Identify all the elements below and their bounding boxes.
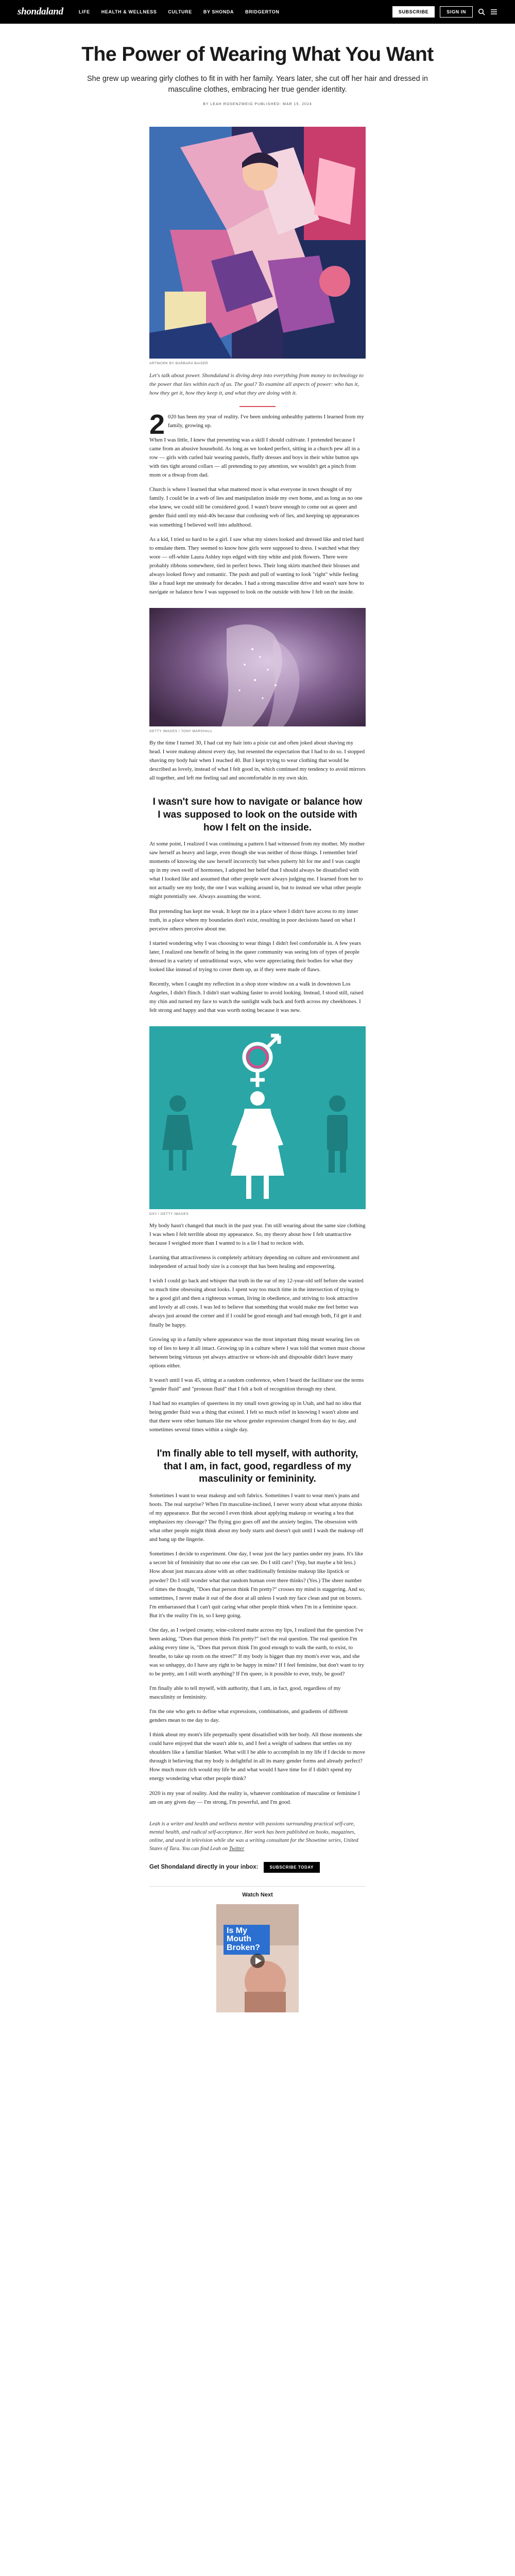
nav-link-culture[interactable]: CULTURE — [168, 9, 192, 14]
site-logo[interactable]: shondaland — [18, 6, 63, 17]
article-paragraph: It wasn't until I was 45, sitting at a random conference, when I heard the facilitator use the terms "gender fluid" and "pronoun fluid" that I felt a bolt of recognition through my chest. — [149, 1377, 364, 1392]
newsletter-signup — [149, 1862, 366, 1873]
article-paragraph: Recently, when I caught my reflection in a shop store window on a walk in downtown Los Angeles, I didn't flinch. I didn't start walking faster to avoid looking. Instead, I stood still, raised my chin and turned my face to watch the sunlight walk back and forth across my cheekbones. I felt strong and happy and that was worth noting because it was new. — [149, 980, 364, 1013]
video-title-overlay: Is My Mouth Broken? — [224, 1925, 270, 1955]
hero-illustration — [149, 127, 366, 359]
article-paragraph: When I was little, I knew that presenting was a skill I should cultivate. I pretended because I came from an abusive household. As long as we looked perfect, sitting in a church pew all in a row — girls with curled hair wearing pastels, fluffy dresses and boys in their white button ups with ties tight around collars — all pretending to pay attention, we wouldn't get a pinch from mom or a thwap from dad. — [149, 437, 360, 479]
article-paragraph: One day, as I swiped creamy, wine-colored matte across my lips, I realized that the question I've been asking, "Does that person think I'm pretty?" isn't the real question. The real question I'm asking every time is, "Does that person think I'm good enough to walk the earth, to exist, to breathe, to take up room on the street?" If my body is bigger than my mom's ever was, and she was so unhappy, do I have any right to be happy in mine? If I feel feminine, but don't want to try to be pretty, am I still worth anything? If I'm queer, is it possible to ever, truly, be good? — [149, 1626, 365, 1677]
nav-link-bridgerton[interactable]: BRIDGERTON — [245, 9, 280, 14]
figure-lace — [149, 608, 366, 733]
article-paragraph: My body hasn't changed that much in the past year. I'm still wearing about the same size clothing I was when I felt terrible about my appearance. So, my theory about how I felt unattractive because I weighed more than I wanted to is a lie I had to reckon with. — [149, 1223, 366, 1247]
newsletter-subscribe-button[interactable]: SUBSCRIBE TODAY — [264, 1862, 320, 1873]
lace-photo — [149, 608, 366, 726]
video-thumbnail[interactable] — [216, 1904, 299, 2012]
article-paragraph: Sometimes I want to wear makeup and soft fabrics. Sometimes I want to wear men's jeans and boots. The real surprise? When I'm masculine-inclined, I never worry about what anyone thinks of my appearance. But the second I even think about applying makeup or wearing a bra that emphasizes my cleavage? The flying goo goes off and the anxiety begins. The obsession with what other people might think about my body starts and doesn't quit until I wash the makeup off and bang up the lingerie. — [149, 1493, 364, 1543]
article-title: The Power of Wearing What You Want — [81, 43, 434, 65]
article-paragraph: I think about my mom's life perpetually spent dissatisfied with her body. All those moments she could have enjoyed that she wasn't able to, and I feel a weight of sadness that settles on my shoulders like a familiar blanket. What will I be able to accomplish in my life if I decide to move through it believing that my body is delightful in all its many gender forms and already perfect? How much more rich would my life be and what would I have time for if I didn't spend my energy wondering what other people think? — [149, 1732, 365, 1782]
play-icon[interactable] — [250, 1953, 265, 1969]
author-bio: Leah is a writer and health and wellness mentor with passions surrounding practical self-care, mental health, and radical self-acceptance. Her work has been published on books, magazines, online, and used in television while she was a writing consultant for the Showtime series, United States of Tara. You can find Leah on Twitter — [149, 1821, 358, 1852]
article-paragraph: 2020 is my year of reality. And the reality is, whatever combination of masculine or feminine I am on any given day — I'm strong, I'm powerful, and I'm good. — [149, 1790, 360, 1805]
article-paragraph: By the time I turned 30, I had cut my hair into a pixie cut and often joked about shaving my head. I wore makeup almost every day, but resented the expectation that I had to do so. I stopped shaving my body hair when I reached 40. But I kept trying to wear clothing that would be described as lovely, instead of what I felt good in, which continued my tendency to avoid mirrors all together, and left me feeling sad and uncomfortable in my own skin. — [149, 739, 366, 782]
article-paragraph: Church is where I learned that what mattered most is what everyone in town thought of my family. I could be in a web of lies and manipulation inside my own home, and as long as no one else knew, we could still be considered good. I wasn't brave enough to come out as queer and gender fluid until my mid-40s because that confusing web of lies, and keeping up appearances was something I believed well into adulthood. — [149, 486, 363, 528]
twitter-link[interactable]: Twitter — [229, 1846, 245, 1852]
menu-icon[interactable] — [490, 8, 497, 15]
nav-link-by-shonda[interactable]: BY SHONDA — [203, 9, 234, 14]
article-paragraph: I started wondering why I was choosing to wear things I didn't feel comfortable in. A few years later, I realized one benefit of being in the queer community was seeing lots of types of people dressed in a variety of untraditional ways, who were appreciating their bodies for what they looked like instead of trying to cover them up, as if they were made of flaws. — [149, 940, 361, 973]
article-dek: She grew up wearing girly clothes to fit in with her family. Years later, she cut off her hair and dressed in masculine clothes, embracing her true gender identity. — [87, 74, 428, 94]
article-paragraph: Learning that attractiveness is completely arbitrary depending on culture and environment and independent of actual body size is a concept that has been healing and empowering. — [149, 1255, 359, 1270]
search-icon[interactable] — [478, 8, 485, 15]
article-paragraph: 2 020 has been my year of reality. I've been undoing unhealthy patterns I learned from my family, growing up. — [149, 409, 364, 440]
article-paragraph: At some point, I realized I was continuing a pattern I had witnessed from my mother. My mother saw herself as heavy and large, even though she was neither of those things. I remember brief moments of knowing she saw herself incorrectly but when puberty hit for me and I was caught up in my own swell of hormones, I adopted her belief that I should always be dissatisfied with what I looked like and assumed that other people were always judging me. I learned from her to not actually see my body, the one I was walking around in, but to instead see what other people might potentially see. Always assuming the worst. — [149, 841, 365, 900]
signin-button[interactable]: SIGN IN — [440, 6, 473, 18]
power-series-intro: Let's talk about power. Shondaland is diving deep into everything from money to technology to the power that lies within each of us. The goal? To examine all aspects of power: who has it, how they get it, how they keep it, and what they are doing with it. — [149, 372, 364, 396]
watch-next-title: Watch Next — [242, 1891, 273, 1898]
page-bottom-spacer — [0, 2012, 515, 2033]
article-paragraph: Sometimes I decide to experiment. One day, I wear just the lacy panties under my jeans. It's like a secret bit of femininity that no one else can see. Do I still care? (Yep, but maybe a bit less.) How about just mascara alone with an other traditionally feminine makeup like lipstick or powder? Do I still wonder what that random human over there thinks? (Yes.) The sheer number of times the thought, "Does that person think I'm pretty?" crosses my mind is staggering. And so, sometimes, I never make it out of the door at all unless I wash my face clean and put on boxers. I'm embarrassed that I can't quit caring what other people think when I'm in a feminine space. But it's the reality I'm in, so I keep going. — [149, 1551, 365, 1619]
figure-caption: DSY / GETTY IMAGES — [149, 1212, 189, 1216]
article-paragraph: I had had no examples of queerness in my small town growing up in Utah, and had no idea that being gender fluid was a thing that existed. I felt so much relief in knowing I wasn't alone and that there were other humans like me whose gender expression changed from day to day, and sometimes several times within a single day. — [149, 1400, 362, 1433]
pull-quote: I wasn't sure how to navigate or balance how I was supposed to look on the outside with how I felt on the inside. — [152, 796, 363, 833]
pull-quote: I'm finally able to tell myself, with authority, that I am, in fact, good, regardless of my masculinity or femininity. — [157, 1448, 358, 1485]
article-paragraph: I'm the one who gets to define what expressions, combinations, and gradients of different genders mean to me day to day. — [149, 1708, 348, 1724]
nav-links — [79, 9, 392, 14]
gender-symbols-illustration — [149, 1026, 366, 1209]
hero-caption: ARTWORK BY BARBARA BAISER — [149, 361, 209, 365]
figure-caption: GETTY IMAGES / TONY MARSHALL — [149, 729, 213, 733]
top-nav — [0, 0, 515, 24]
article-header — [0, 24, 515, 106]
subscribe-button[interactable]: SUBSCRIBE — [392, 6, 435, 18]
drop-cap: 2 — [149, 409, 165, 440]
newsletter-text: Get Shondaland directly in your inbox: — [149, 1864, 259, 1871]
nav-link-health[interactable]: HEALTH & WELLNESS — [101, 9, 157, 14]
article-paragraph: But pretending has kept me weak. It kept me in a place where I didn't have access to my inner truth, in a place where my boundaries don't exist, resulting in poor decisions based on what I perceive others perceive about me. — [149, 908, 358, 932]
section-divider — [239, 406, 276, 407]
article-paragraph: As a kid, I tried so hard to be a girl. I saw what my sisters looked and dressed like and tried hard to emulate them. They seemed to know how girls were supposed to dress. I watched what they wore — off-white Laura Ashley tops edged with tiny white and pink flowers. There were probably ribbons somewhere, tied in perfect bows. Their long skirts matched their blouses and always looked flowy and romantic. The push and pull of wanting to look "right" while feeling like a fraud kept me unsteady for decades. I had a strong masculine drive and wasn't sure how to navigate or balance how I was supposed to look on the outside with how I felt on the inside. — [149, 536, 364, 595]
article-paragraph: Growing up in a family where appearance was the most important thing meant wearing lies on top of lies to keep it all intact. Growing up in a culture where I was told that women must choose between being virtuous yet always attractive or whore-ish and disposable didn't leave many options either. — [149, 1336, 365, 1369]
figure-gender-symbols — [149, 1026, 366, 1216]
article-paragraph: I'm finally able to tell myself, with authority, that I am, in fact, good, regardless of my masculinity or femininity. — [149, 1685, 341, 1701]
watch-next-section — [149, 1886, 366, 2012]
article-paragraph: I wish I could go back and whisper that truth in the ear of my 12-year-old self before she wasted so much time obsessing about looks. I spent way too much time in the intersection of trying to be a good girl and then a righteous woman, living in obedience, and striving to look attractive and lovely at all costs. I was led to believe that something that would make me feel better was always just around the corner and if I could be good enough and bad enough both, I'd get it and finally be happy. — [149, 1278, 364, 1328]
nav-right — [392, 6, 497, 18]
nav-link-life[interactable]: LIFE — [78, 9, 90, 14]
article-byline: BY LEAH ROSENZWEIG PUBLISHED: MAR 15, 2024 — [203, 102, 312, 106]
